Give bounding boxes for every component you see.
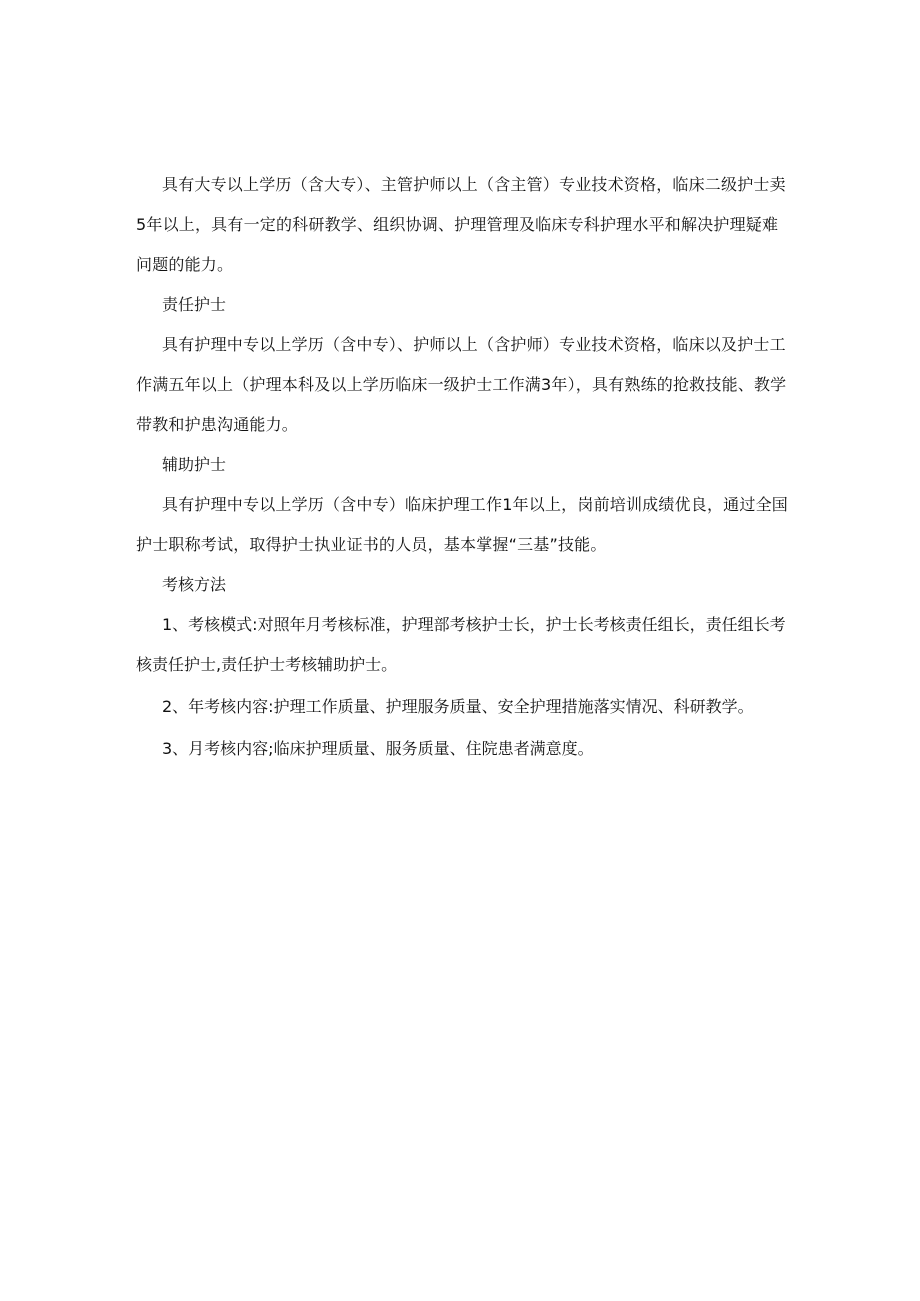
head-nurse-requirements-paragraph: 具有大专以上学历（含大专）、主管护师以上（含主管）专业技术资格，临床二级护士卖5年以上，具有一定的科研教学、组织协调、护理管理及临床专科护理水平和解决护理疑难问题的能力。: [136, 175, 786, 274]
responsible-nurse-requirements-paragraph: 具有护理中专以上学历（含中专）、护师以上（含护师）专业技术资格，临床以及护士工作满五年以上（护理本科及以上学历临床一级护士工作满3年），具有熟练的抢救技能、教学带教和护患沟通能力。: [136, 335, 787, 434]
assistant-nurse-heading: 辅助护士: [162, 455, 227, 474]
assessment-method-heading: 考核方法: [162, 575, 227, 594]
document-body: [136, 165, 788, 771]
assessment-item-monthly: 3、月考核内容;临床护理质量、服务质量、住院患者满意度。: [162, 739, 594, 758]
assessment-item-mode: 1、考核模式:对照年月考核标准，护理部考核护士长，护士长考核责任组长，责任组长考核责任护士,责任护士考核辅助护士。: [136, 615, 786, 674]
assessment-item-annual: 2、年考核内容:护理工作质量、护理服务质量、安全护理措施落实情况、科研教学。: [162, 697, 754, 716]
responsible-nurse-heading: 责任护士: [162, 295, 227, 314]
assistant-nurse-requirements-paragraph: 具有护理中专以上学历（含中专）临床护理工作1年以上，岗前培训成绩优良，通过全国护士职称考试，取得护士执业证书的人员，基本掌握“三基”技能。: [136, 495, 788, 554]
